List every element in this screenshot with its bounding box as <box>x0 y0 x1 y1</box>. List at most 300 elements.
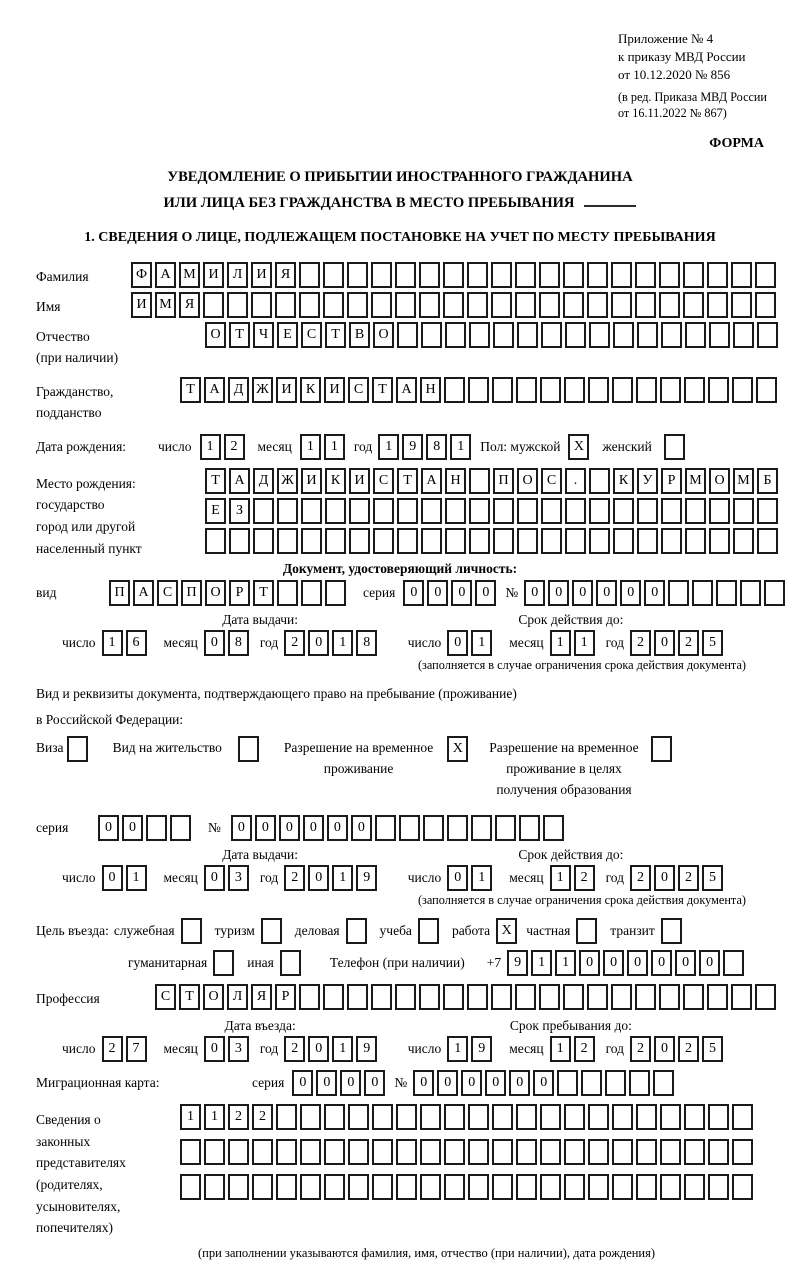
representative-char-box[interactable] <box>684 1139 705 1165</box>
birth-place-char-box[interactable]: М <box>733 468 754 494</box>
stay-day-box[interactable]: 1 <box>447 1036 468 1062</box>
name-char-box[interactable] <box>491 292 512 318</box>
stay-month-box[interactable]: 1 <box>550 1036 571 1062</box>
profession-char-box[interactable] <box>587 984 608 1010</box>
surname-char-box[interactable] <box>563 262 584 288</box>
doc-type-char-box[interactable]: О <box>205 580 226 606</box>
representative-char-box[interactable] <box>444 1174 465 1200</box>
birth-place-char-box[interactable]: А <box>229 468 250 494</box>
doc-series-box[interactable]: 0 <box>475 580 496 606</box>
birth-place-char-box[interactable] <box>565 498 586 524</box>
doc-issue-day-box[interactable]: 6 <box>126 630 147 656</box>
birth-place-char-box[interactable] <box>733 498 754 524</box>
birth-day-box[interactable]: 1 <box>200 434 221 460</box>
birth-place-char-box[interactable] <box>349 498 370 524</box>
birth-place-char-box[interactable] <box>637 498 658 524</box>
representative-char-box[interactable] <box>468 1174 489 1200</box>
representative-char-box[interactable] <box>228 1174 249 1200</box>
surname-char-box[interactable] <box>707 262 728 288</box>
doc-series-box[interactable]: 0 <box>427 580 448 606</box>
representative-char-box[interactable] <box>372 1139 393 1165</box>
residence-series-box[interactable]: 0 <box>98 815 119 841</box>
birth-month-box[interactable]: 1 <box>300 434 321 460</box>
birth-place-char-box[interactable]: О <box>709 468 730 494</box>
representative-char-box[interactable] <box>300 1104 321 1130</box>
surname-char-box[interactable] <box>755 262 776 288</box>
residence-number-box[interactable] <box>495 815 516 841</box>
birth-place-char-box[interactable]: Н <box>445 468 466 494</box>
residence-valid-year-box[interactable]: 0 <box>654 865 675 891</box>
doc-number-box[interactable] <box>716 580 737 606</box>
stay-month-box[interactable]: 2 <box>574 1036 595 1062</box>
birth-place-char-box[interactable] <box>589 528 610 554</box>
representative-char-box[interactable] <box>516 1174 537 1200</box>
representative-char-box[interactable] <box>372 1174 393 1200</box>
birth-place-char-box[interactable] <box>517 528 538 554</box>
entry-day-box[interactable]: 7 <box>126 1036 147 1062</box>
representative-char-box[interactable] <box>708 1104 729 1130</box>
name-char-box[interactable] <box>371 292 392 318</box>
birth-place-char-box[interactable] <box>469 468 490 494</box>
migration-number-box[interactable] <box>605 1070 626 1096</box>
name-char-box[interactable] <box>227 292 248 318</box>
doc-valid-day-box[interactable]: 1 <box>471 630 492 656</box>
representative-char-box[interactable] <box>540 1139 561 1165</box>
surname-char-box[interactable] <box>371 262 392 288</box>
birth-place-char-box[interactable]: С <box>541 468 562 494</box>
birth-place-char-box[interactable] <box>373 528 394 554</box>
doc-valid-year-box[interactable]: 2 <box>630 630 651 656</box>
birth-place-char-box[interactable] <box>733 528 754 554</box>
stay-year-box[interactable]: 0 <box>654 1036 675 1062</box>
representative-char-box[interactable] <box>324 1174 345 1200</box>
birth-place-char-box[interactable] <box>277 528 298 554</box>
representative-char-box[interactable] <box>468 1104 489 1130</box>
representative-char-box[interactable] <box>564 1139 585 1165</box>
entry-year-box[interactable]: 1 <box>332 1036 353 1062</box>
residence-valid-month-box[interactable]: 2 <box>574 865 595 891</box>
birth-place-char-box[interactable]: И <box>349 468 370 494</box>
phone-digit-box[interactable]: 9 <box>507 950 528 976</box>
representative-char-box[interactable] <box>636 1174 657 1200</box>
representative-char-box[interactable] <box>540 1104 561 1130</box>
entry-year-box[interactable]: 2 <box>284 1036 305 1062</box>
citizenship-char-box[interactable] <box>516 377 537 403</box>
doc-valid-month-box[interactable]: 1 <box>550 630 571 656</box>
representative-char-box[interactable] <box>588 1139 609 1165</box>
profession-char-box[interactable] <box>731 984 752 1010</box>
phone-digit-box[interactable]: 0 <box>675 950 696 976</box>
residence-number-box[interactable]: 0 <box>303 815 324 841</box>
representative-char-box[interactable]: 2 <box>252 1104 273 1130</box>
profession-char-box[interactable]: С <box>155 984 176 1010</box>
residence-number-box[interactable]: 0 <box>351 815 372 841</box>
surname-char-box[interactable]: М <box>179 262 200 288</box>
representative-char-box[interactable] <box>564 1104 585 1130</box>
surname-char-box[interactable] <box>635 262 656 288</box>
patronymic-char-box[interactable] <box>469 322 490 348</box>
representative-char-box[interactable] <box>372 1104 393 1130</box>
profession-char-box[interactable]: Р <box>275 984 296 1010</box>
birth-place-char-box[interactable]: И <box>301 468 322 494</box>
migration-series-box[interactable]: 0 <box>364 1070 385 1096</box>
surname-char-box[interactable] <box>731 262 752 288</box>
representative-char-box[interactable] <box>420 1104 441 1130</box>
representative-char-box[interactable] <box>612 1104 633 1130</box>
name-char-box[interactable]: Я <box>179 292 200 318</box>
representative-char-box[interactable] <box>348 1104 369 1130</box>
profession-char-box[interactable] <box>443 984 464 1010</box>
name-char-box[interactable] <box>707 292 728 318</box>
purpose-box[interactable] <box>280 950 301 976</box>
name-char-box[interactable] <box>251 292 272 318</box>
representative-char-box[interactable] <box>180 1174 201 1200</box>
stay-day-box[interactable]: 9 <box>471 1036 492 1062</box>
name-char-box[interactable] <box>563 292 584 318</box>
birth-place-char-box[interactable]: З <box>229 498 250 524</box>
purpose-box[interactable] <box>213 950 234 976</box>
name-char-box[interactable] <box>443 292 464 318</box>
purpose-box[interactable] <box>576 918 597 944</box>
representative-char-box[interactable] <box>732 1104 753 1130</box>
birth-place-char-box[interactable]: О <box>517 468 538 494</box>
doc-series-box[interactable]: 0 <box>403 580 424 606</box>
citizenship-char-box[interactable]: А <box>204 377 225 403</box>
representative-char-box[interactable] <box>300 1174 321 1200</box>
doc-valid-year-box[interactable]: 2 <box>678 630 699 656</box>
profession-char-box[interactable] <box>323 984 344 1010</box>
profession-char-box[interactable] <box>515 984 536 1010</box>
patronymic-char-box[interactable]: О <box>373 322 394 348</box>
birth-place-char-box[interactable] <box>565 528 586 554</box>
profession-char-box[interactable]: Л <box>227 984 248 1010</box>
birth-place-char-box[interactable] <box>349 528 370 554</box>
birth-place-char-box[interactable]: У <box>637 468 658 494</box>
representative-char-box[interactable] <box>708 1174 729 1200</box>
citizenship-char-box[interactable] <box>636 377 657 403</box>
birth-place-char-box[interactable]: К <box>325 468 346 494</box>
name-char-box[interactable] <box>347 292 368 318</box>
doc-valid-day-box[interactable]: 0 <box>447 630 468 656</box>
residence-issue-year-box[interactable]: 9 <box>356 865 377 891</box>
doc-issue-year-box[interactable]: 8 <box>356 630 377 656</box>
representative-char-box[interactable] <box>468 1139 489 1165</box>
edu-residence-box[interactable] <box>651 736 672 762</box>
patronymic-char-box[interactable] <box>541 322 562 348</box>
patronymic-char-box[interactable] <box>709 322 730 348</box>
representative-char-box[interactable] <box>348 1174 369 1200</box>
representative-char-box[interactable] <box>516 1104 537 1130</box>
birth-place-char-box[interactable] <box>253 498 274 524</box>
phone-digit-box[interactable]: 1 <box>555 950 576 976</box>
profession-char-box[interactable]: Я <box>251 984 272 1010</box>
birth-place-char-box[interactable] <box>445 498 466 524</box>
citizenship-char-box[interactable]: А <box>396 377 417 403</box>
birth-place-char-box[interactable] <box>685 528 706 554</box>
doc-type-char-box[interactable]: А <box>133 580 154 606</box>
citizenship-char-box[interactable]: И <box>324 377 345 403</box>
patronymic-char-box[interactable] <box>637 322 658 348</box>
doc-issue-day-box[interactable]: 1 <box>102 630 123 656</box>
citizenship-char-box[interactable] <box>444 377 465 403</box>
temp-residence-box[interactable]: X <box>447 736 468 762</box>
patronymic-char-box[interactable] <box>445 322 466 348</box>
residence-series-box[interactable] <box>146 815 167 841</box>
profession-char-box[interactable] <box>491 984 512 1010</box>
patronymic-char-box[interactable]: С <box>301 322 322 348</box>
citizenship-char-box[interactable] <box>756 377 777 403</box>
representative-char-box[interactable] <box>348 1139 369 1165</box>
representative-char-box[interactable] <box>612 1174 633 1200</box>
representative-char-box[interactable] <box>396 1174 417 1200</box>
phone-digit-box[interactable] <box>723 950 744 976</box>
representative-char-box[interactable] <box>204 1139 225 1165</box>
name-char-box[interactable]: М <box>155 292 176 318</box>
birth-place-char-box[interactable] <box>205 528 226 554</box>
profession-char-box[interactable] <box>707 984 728 1010</box>
profession-char-box[interactable] <box>371 984 392 1010</box>
representative-char-box[interactable] <box>324 1104 345 1130</box>
doc-type-char-box[interactable]: Т <box>253 580 274 606</box>
sex-male-box[interactable]: X <box>568 434 589 460</box>
surname-char-box[interactable] <box>419 262 440 288</box>
residence-valid-day-box[interactable]: 1 <box>471 865 492 891</box>
migration-number-box[interactable]: 0 <box>461 1070 482 1096</box>
patronymic-char-box[interactable] <box>613 322 634 348</box>
migration-number-box[interactable] <box>581 1070 602 1096</box>
surname-char-box[interactable] <box>539 262 560 288</box>
representative-char-box[interactable] <box>636 1104 657 1130</box>
birth-place-char-box[interactable] <box>709 498 730 524</box>
residence-number-box[interactable]: 0 <box>255 815 276 841</box>
name-char-box[interactable] <box>467 292 488 318</box>
patronymic-char-box[interactable]: В <box>349 322 370 348</box>
doc-number-box[interactable]: 0 <box>548 580 569 606</box>
doc-issue-year-box[interactable]: 1 <box>332 630 353 656</box>
birth-year-box[interactable]: 1 <box>378 434 399 460</box>
representative-char-box[interactable] <box>588 1104 609 1130</box>
surname-char-box[interactable]: Я <box>275 262 296 288</box>
birth-place-char-box[interactable] <box>757 528 778 554</box>
profession-char-box[interactable] <box>563 984 584 1010</box>
representative-char-box[interactable] <box>276 1104 297 1130</box>
doc-number-box[interactable]: 0 <box>644 580 665 606</box>
visa-box[interactable] <box>67 736 88 762</box>
birth-place-char-box[interactable]: Р <box>661 468 682 494</box>
patronymic-char-box[interactable] <box>757 322 778 348</box>
residence-issue-year-box[interactable]: 2 <box>284 865 305 891</box>
birth-month-box[interactable]: 1 <box>324 434 345 460</box>
birth-place-char-box[interactable] <box>493 528 514 554</box>
entry-month-box[interactable]: 3 <box>228 1036 249 1062</box>
doc-valid-year-box[interactable]: 5 <box>702 630 723 656</box>
birth-year-box[interactable]: 9 <box>402 434 423 460</box>
purpose-box[interactable] <box>346 918 367 944</box>
doc-valid-month-box[interactable]: 1 <box>574 630 595 656</box>
residence-issue-year-box[interactable]: 1 <box>332 865 353 891</box>
citizenship-char-box[interactable] <box>588 377 609 403</box>
representative-char-box[interactable] <box>300 1139 321 1165</box>
birth-place-char-box[interactable] <box>661 528 682 554</box>
representative-char-box[interactable] <box>564 1174 585 1200</box>
citizenship-char-box[interactable]: Н <box>420 377 441 403</box>
entry-month-box[interactable]: 0 <box>204 1036 225 1062</box>
birth-place-char-box[interactable] <box>493 498 514 524</box>
doc-number-box[interactable]: 0 <box>524 580 545 606</box>
representative-char-box[interactable] <box>636 1139 657 1165</box>
citizenship-char-box[interactable] <box>684 377 705 403</box>
migration-number-box[interactable]: 0 <box>509 1070 530 1096</box>
name-char-box[interactable] <box>611 292 632 318</box>
surname-char-box[interactable] <box>659 262 680 288</box>
birth-place-char-box[interactable] <box>613 498 634 524</box>
profession-char-box[interactable] <box>539 984 560 1010</box>
residence-number-box[interactable] <box>423 815 444 841</box>
profession-char-box[interactable] <box>299 984 320 1010</box>
birth-place-char-box[interactable] <box>661 498 682 524</box>
surname-char-box[interactable] <box>611 262 632 288</box>
purpose-box[interactable] <box>661 918 682 944</box>
birth-place-char-box[interactable] <box>445 528 466 554</box>
patronymic-char-box[interactable] <box>589 322 610 348</box>
doc-number-box[interactable]: 0 <box>620 580 641 606</box>
representative-char-box[interactable] <box>684 1104 705 1130</box>
surname-char-box[interactable] <box>587 262 608 288</box>
surname-char-box[interactable]: А <box>155 262 176 288</box>
profession-char-box[interactable] <box>467 984 488 1010</box>
surname-char-box[interactable]: И <box>203 262 224 288</box>
citizenship-char-box[interactable] <box>732 377 753 403</box>
representative-char-box[interactable] <box>396 1139 417 1165</box>
patronymic-char-box[interactable]: Е <box>277 322 298 348</box>
birth-place-char-box[interactable] <box>397 528 418 554</box>
representative-char-box[interactable] <box>660 1104 681 1130</box>
birth-year-box[interactable]: 1 <box>450 434 471 460</box>
name-char-box[interactable] <box>323 292 344 318</box>
doc-type-char-box[interactable]: П <box>181 580 202 606</box>
birth-place-char-box[interactable] <box>541 528 562 554</box>
citizenship-char-box[interactable]: Т <box>372 377 393 403</box>
representative-char-box[interactable] <box>276 1174 297 1200</box>
representative-char-box[interactable] <box>612 1139 633 1165</box>
residence-number-box[interactable] <box>471 815 492 841</box>
migration-series-box[interactable]: 0 <box>340 1070 361 1096</box>
residence-valid-month-box[interactable]: 1 <box>550 865 571 891</box>
purpose-box[interactable] <box>418 918 439 944</box>
profession-char-box[interactable] <box>611 984 632 1010</box>
patronymic-char-box[interactable] <box>397 322 418 348</box>
patronymic-char-box[interactable] <box>661 322 682 348</box>
birth-place-char-box[interactable]: Е <box>205 498 226 524</box>
representative-char-box[interactable]: 2 <box>228 1104 249 1130</box>
doc-type-char-box[interactable] <box>277 580 298 606</box>
representative-char-box[interactable] <box>516 1139 537 1165</box>
residence-issue-month-box[interactable]: 0 <box>204 865 225 891</box>
surname-char-box[interactable] <box>467 262 488 288</box>
birth-place-char-box[interactable] <box>757 498 778 524</box>
entry-year-box[interactable]: 9 <box>356 1036 377 1062</box>
citizenship-char-box[interactable] <box>660 377 681 403</box>
birth-place-char-box[interactable] <box>421 528 442 554</box>
doc-number-box[interactable]: 0 <box>572 580 593 606</box>
name-char-box[interactable] <box>731 292 752 318</box>
name-char-box[interactable] <box>635 292 656 318</box>
doc-number-box[interactable] <box>692 580 713 606</box>
representative-char-box[interactable] <box>492 1174 513 1200</box>
citizenship-char-box[interactable] <box>612 377 633 403</box>
doc-issue-month-box[interactable]: 8 <box>228 630 249 656</box>
patronymic-char-box[interactable]: Т <box>229 322 250 348</box>
citizenship-char-box[interactable]: Ж <box>252 377 273 403</box>
representative-char-box[interactable]: 1 <box>204 1104 225 1130</box>
name-char-box[interactable] <box>203 292 224 318</box>
doc-issue-year-box[interactable]: 0 <box>308 630 329 656</box>
profession-char-box[interactable] <box>347 984 368 1010</box>
birth-place-char-box[interactable] <box>301 528 322 554</box>
surname-char-box[interactable]: Ф <box>131 262 152 288</box>
birth-place-char-box[interactable] <box>253 528 274 554</box>
residence-issue-day-box[interactable]: 1 <box>126 865 147 891</box>
birth-place-char-box[interactable] <box>301 498 322 524</box>
doc-number-box[interactable] <box>668 580 689 606</box>
representative-char-box[interactable] <box>180 1139 201 1165</box>
birth-place-char-box[interactable]: К <box>613 468 634 494</box>
doc-number-box[interactable] <box>740 580 761 606</box>
doc-type-char-box[interactable]: С <box>157 580 178 606</box>
doc-series-box[interactable]: 0 <box>451 580 472 606</box>
citizenship-char-box[interactable] <box>492 377 513 403</box>
citizenship-char-box[interactable]: К <box>300 377 321 403</box>
purpose-box[interactable]: X <box>496 918 517 944</box>
representative-char-box[interactable] <box>732 1139 753 1165</box>
residence-number-box[interactable] <box>375 815 396 841</box>
doc-number-box[interactable]: 0 <box>596 580 617 606</box>
citizenship-char-box[interactable]: Т <box>180 377 201 403</box>
doc-type-char-box[interactable] <box>301 580 322 606</box>
representative-char-box[interactable] <box>444 1139 465 1165</box>
patronymic-char-box[interactable]: Ч <box>253 322 274 348</box>
surname-char-box[interactable] <box>347 262 368 288</box>
citizenship-char-box[interactable]: Д <box>228 377 249 403</box>
birth-place-char-box[interactable] <box>325 498 346 524</box>
representative-char-box[interactable] <box>420 1174 441 1200</box>
profession-char-box[interactable] <box>659 984 680 1010</box>
citizenship-char-box[interactable]: С <box>348 377 369 403</box>
birth-place-char-box[interactable] <box>469 498 490 524</box>
birth-place-char-box[interactable] <box>325 528 346 554</box>
birth-place-char-box[interactable]: П <box>493 468 514 494</box>
name-char-box[interactable] <box>395 292 416 318</box>
birth-place-char-box[interactable] <box>541 498 562 524</box>
representative-char-box[interactable] <box>252 1139 273 1165</box>
profession-char-box[interactable] <box>683 984 704 1010</box>
residence-number-box[interactable]: 0 <box>279 815 300 841</box>
patronymic-char-box[interactable] <box>517 322 538 348</box>
residence-valid-year-box[interactable]: 2 <box>630 865 651 891</box>
surname-char-box[interactable]: И <box>251 262 272 288</box>
surname-char-box[interactable] <box>395 262 416 288</box>
representative-char-box[interactable] <box>540 1174 561 1200</box>
residence-series-box[interactable] <box>170 815 191 841</box>
residence-number-box[interactable] <box>543 815 564 841</box>
phone-digit-box[interactable]: 0 <box>651 950 672 976</box>
representative-char-box[interactable] <box>252 1174 273 1200</box>
surname-char-box[interactable] <box>443 262 464 288</box>
phone-digit-box[interactable]: 0 <box>627 950 648 976</box>
representative-char-box[interactable] <box>228 1139 249 1165</box>
representative-char-box[interactable] <box>444 1104 465 1130</box>
purpose-box[interactable] <box>181 918 202 944</box>
